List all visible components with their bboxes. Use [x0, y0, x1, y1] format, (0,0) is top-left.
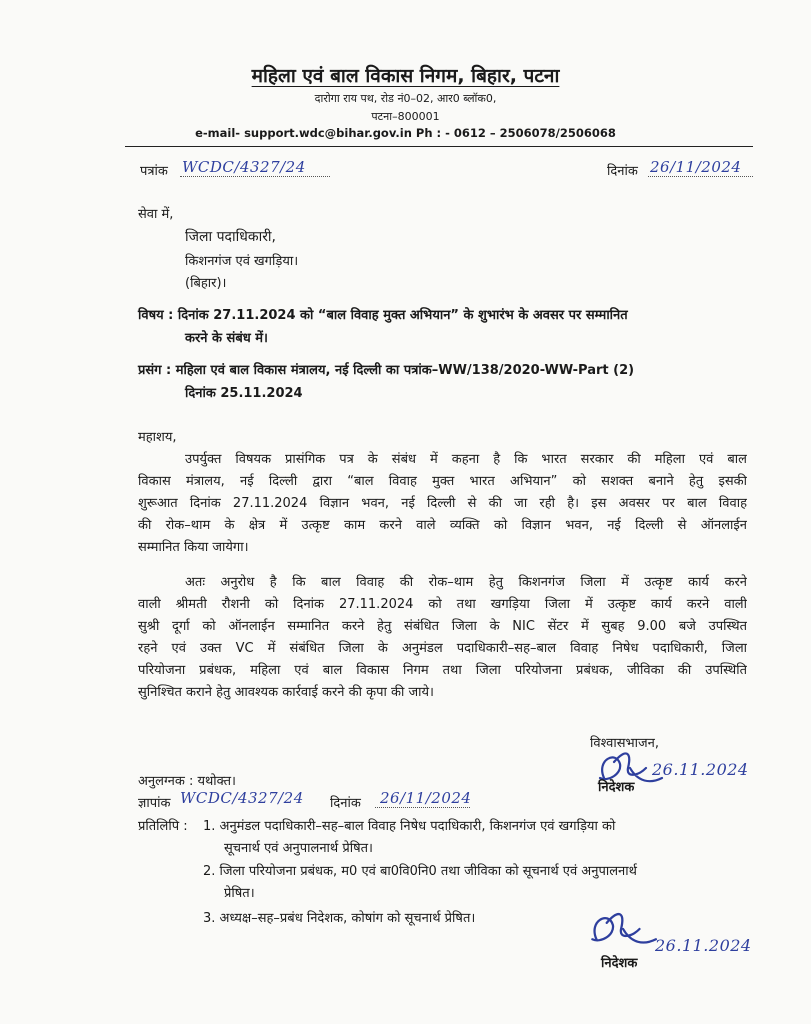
recipient-district: किशनगंज एवं खगड़िया। — [185, 254, 299, 269]
patrank-dotted-line — [180, 176, 330, 177]
gyapank-dotted-line — [375, 807, 470, 808]
para1-line: सम्मानित किया जायेगा। — [138, 540, 249, 555]
copy-item-1-cont: सूचनार्थ एवं अनुपालनार्थ प्रेषित। — [224, 841, 373, 856]
para2-line: सुनिश्चित कराने हेतु आवश्यक कार्रवाई करने की कृपा की जाये। — [138, 685, 434, 700]
director-signature-footer — [578, 898, 660, 960]
para1-line: उपर्युक्त विषयक प्रासंगिक पत्र के संबंध में कहना है कि भारत सरकार की महिला एवं बाल — [185, 452, 747, 467]
patrank-handwritten: WCDC/4327/24 — [182, 158, 306, 176]
copy-item-2-cont: प्रेषित। — [224, 886, 255, 901]
para2-line: रहने एवं उक्त VC में संबंधित जिला के अनुमंडल पदाधिकारी–सह–बाल विवाह निषेध पदाधिकारी, जिला — [138, 641, 747, 656]
copy-item-3: 3. अध्यक्ष–सह–प्रबंध निदेशक, कोषांग को सूचनार्थ प्रेषित। — [203, 911, 476, 926]
copy-item-1: 1. अनुमंडल पदाधिकारी–सह–बाल विवाह निषेध पदाधिकारी, किशनगंज एवं खगड़िया को — [203, 819, 616, 834]
gyapank-label: ज्ञापांक — [138, 796, 171, 811]
para1-line: की रोक–थाम के क्षेत्र में उत्कृष्ट काम करने वाले व्यक्ति को विज्ञान भवन, नई दिल्ली से ऑनलाईन — [138, 518, 747, 533]
office-title: महिला एवं बाल विकास निगम, बिहार, पटना — [251, 65, 560, 87]
para2-line: वाली श्रीमती रौशनी को दिनांक 27.11.2024 को तथा खगड़िया जिला में उत्कृष्ट कार्य करने वाली — [138, 597, 747, 612]
dinank-label: दिनांक — [607, 164, 638, 179]
gyapank-handwritten: WCDC/4327/24 — [180, 789, 304, 807]
gyapank-dinank-label: दिनांक — [330, 796, 361, 811]
salutation: महाशय, — [138, 430, 177, 445]
patrank-label: पत्रांक — [140, 164, 168, 179]
para2-line: अतः अनुरोध है कि बाल विवाह की रोक–थाम हेतु किशनगंज जिला में उत्कृष्ट कार्य करने — [185, 575, 747, 590]
gyapank-dinank-handwritten: 26/11/2024 — [380, 789, 472, 807]
subject-line-2: करने के संबंध में। — [185, 331, 268, 346]
recipient-state: (बिहार)। — [185, 276, 227, 291]
office-address-line: दारोगा राय पथ, रोड नं0–02, आर0 ब्लॉक0, — [314, 92, 497, 105]
copy-item-2: 2. जिला परियोजना प्रबंधक, म0 एवं बा0वि0नि0 तथा जीविका को सूचनार्थ एवं अनुपालनार्थ — [203, 864, 637, 879]
pratilipi-label: प्रतिलिपि : — [138, 819, 188, 834]
vishwasbhajan: विश्वासभाजन, — [590, 736, 660, 751]
footer-director-designation: निदेशक — [601, 956, 638, 971]
dinank-dotted-line — [648, 176, 753, 177]
office-pincode: पटना–800001 — [371, 110, 440, 123]
prasang-line-1: प्रसंग : महिला एवं बाल विकास मंत्रालय, नई दिल्ली का पत्रांक–WW/138/2020-WW-Part (2) — [138, 363, 635, 378]
recipient-designation: जिला पदाधिकारी, — [185, 229, 277, 245]
para1-line: विकास मंत्रालय, नई दिल्ली द्वारा “बाल विवाह मुक्त भारत अभियान” को सशक्त बनाने हेतु इसकी — [138, 474, 747, 489]
footer-signature-date: 26.11.2024 — [655, 936, 752, 955]
seva-mein: सेवा में, — [138, 207, 174, 222]
para2-line: परियोजना प्रबंधक, महिला एवं बाल विकास निगम तथा जिला परियोजना प्रबंधक, जीविका की उपस्थिति — [138, 663, 747, 678]
prasang-line-2: दिनांक 25.11.2024 — [185, 386, 303, 401]
signature-date: 26.11.2024 — [652, 760, 749, 779]
office-contact: e-mail- support.wdc@bihar.gov.in Ph : - 0612 – 2506078/2506068 — [195, 126, 616, 140]
enclosure: अनुलग्नक : यथोक्त। — [138, 774, 236, 789]
para2-line: सुश्री दूर्गा को ऑनलाईन सम्मानित करने हेतु संबंधित जिला के NIC सेंटर में सुबह 9.00 बजे उपस्थित — [138, 619, 747, 634]
dinank-handwritten: 26/11/2024 — [650, 158, 742, 176]
director-designation: निदेशक — [598, 780, 635, 795]
subject-line-1: विषय : दिनांक 27.11.2024 को “बाल विवाह मुक्त अभियान” के शुभारंभ के अवसर पर सम्मानित — [138, 308, 628, 323]
header-divider — [125, 146, 753, 147]
para1-line: शुरूआत दिनांक 27.11.2024 विज्ञान भवन, नई दिल्ली से की जा रही है। इस अवसर पर बाल विवाह — [138, 496, 747, 511]
